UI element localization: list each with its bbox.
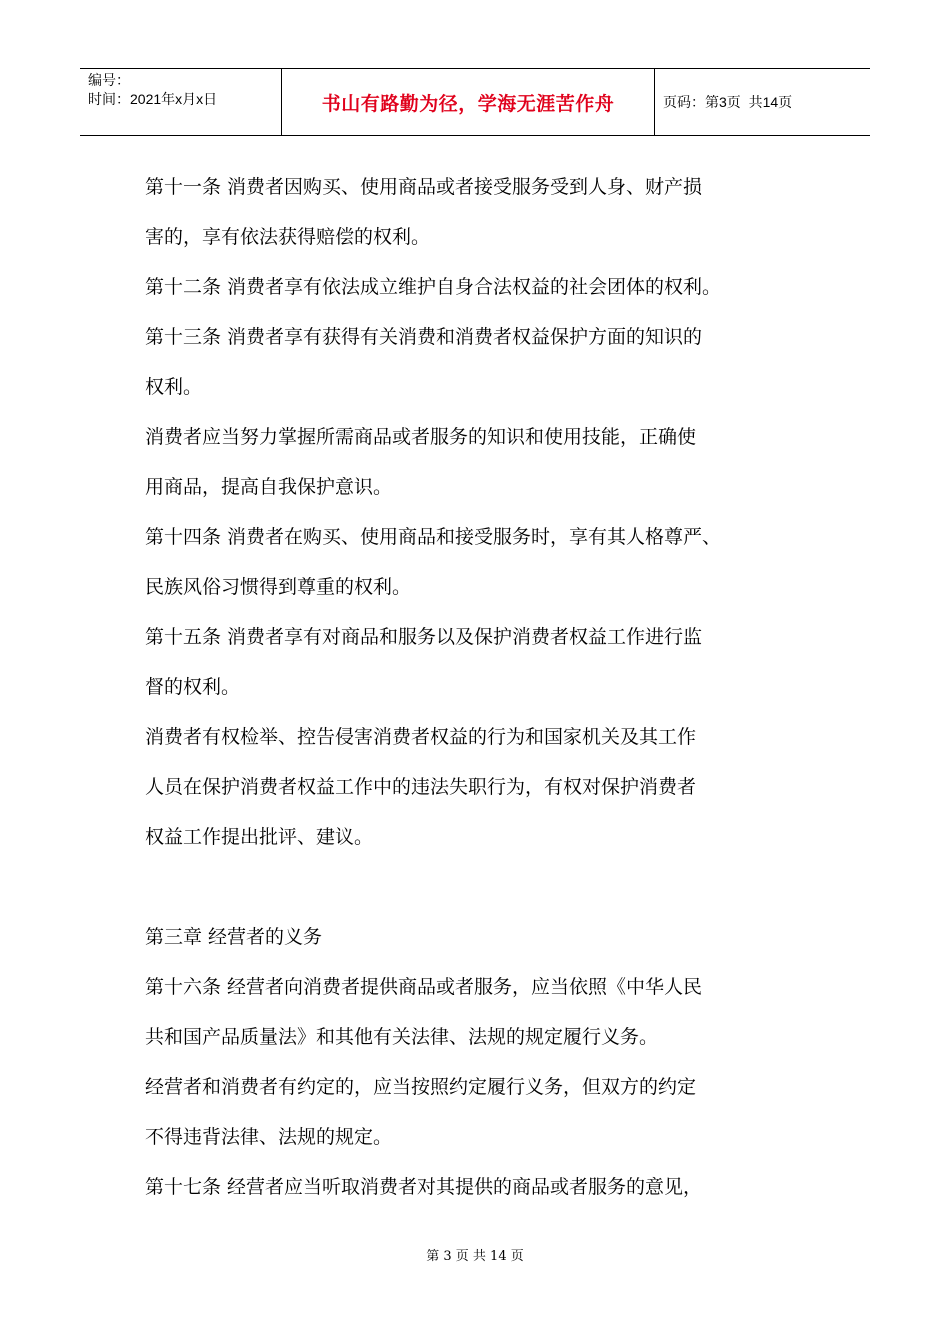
body-line: 人员在保护消费者权益工作中的违法失职行为，有权对保护消费者 xyxy=(145,776,697,798)
page-footer: 第 3 页 共 14 页 xyxy=(426,1249,524,1264)
body-line: 消费者应当努力掌握所需商品或者服务的知识和使用技能，正确使 xyxy=(145,426,697,448)
body-line: 用商品，提高自我保护意识。 xyxy=(145,476,393,498)
body-line: 害的，享有依法获得赔偿的权利。 xyxy=(145,226,431,248)
body-line: 督的权利。 xyxy=(145,676,241,698)
body-line: 第十七条 经营者应当听取消费者对其提供的商品或者服务的意见， xyxy=(145,1176,703,1198)
body-line: 第十三条 消费者享有获得有关消费和消费者权益保护方面的知识的 xyxy=(145,326,703,348)
body-line: 权益工作提出批评、建议。 xyxy=(145,826,374,848)
body-line: 第十一条 消费者因购买、使用商品或者接受服务受到人身、财产损 xyxy=(145,176,703,198)
document-number-label: 编号： xyxy=(88,72,130,88)
document-time-label: 时间：2021年x月x日 xyxy=(88,91,218,107)
body-line: 权利。 xyxy=(145,376,203,398)
body-line: 经营者和消费者有约定的，应当按照约定履行义务，但双方的约定 xyxy=(145,1076,697,1098)
page-mid-label: 页 共 xyxy=(726,94,763,110)
body-line: 不得违背法律、法规的规定。 xyxy=(145,1126,393,1148)
body-line: 第十四条 消费者在购买、使用商品和接受服务时，享有其人格尊严、 xyxy=(145,526,722,548)
body-line: 共和国产品质量法》和其他有关法律、法规的规定履行义务。 xyxy=(145,1026,659,1048)
header-motto-cell xyxy=(282,69,655,135)
page-label: 页码：第 xyxy=(663,94,719,110)
body-line: 第十六条 经营者向消费者提供商品或者服务，应当依照《中华人民 xyxy=(145,976,703,998)
page-current: 3 xyxy=(719,94,727,110)
page-end-label: 页 xyxy=(778,94,793,110)
body-line: 民族风俗习惯得到尊重的权利。 xyxy=(145,576,412,598)
document-body xyxy=(145,162,825,1212)
body-line: 消费者有权检举、控告侵害消费者权益的行为和国家机关及其工作 xyxy=(145,726,697,748)
header-table xyxy=(80,68,870,136)
header-motto: 书山有路勤为径，学海无涯苦作舟 xyxy=(321,92,615,115)
blank-line xyxy=(145,862,825,912)
header-info-cell xyxy=(80,69,282,135)
page-total: 14 xyxy=(762,94,779,110)
body-line: 第十二条 消费者享有依法成立维护自身合法权益的社会团体的权利。 xyxy=(145,276,722,298)
body-line: 第十五条 消费者享有对商品和服务以及保护消费者权益工作进行监 xyxy=(145,626,703,648)
header-page-cell xyxy=(655,69,870,135)
chapter-heading: 第三章 经营者的义务 xyxy=(145,926,323,948)
